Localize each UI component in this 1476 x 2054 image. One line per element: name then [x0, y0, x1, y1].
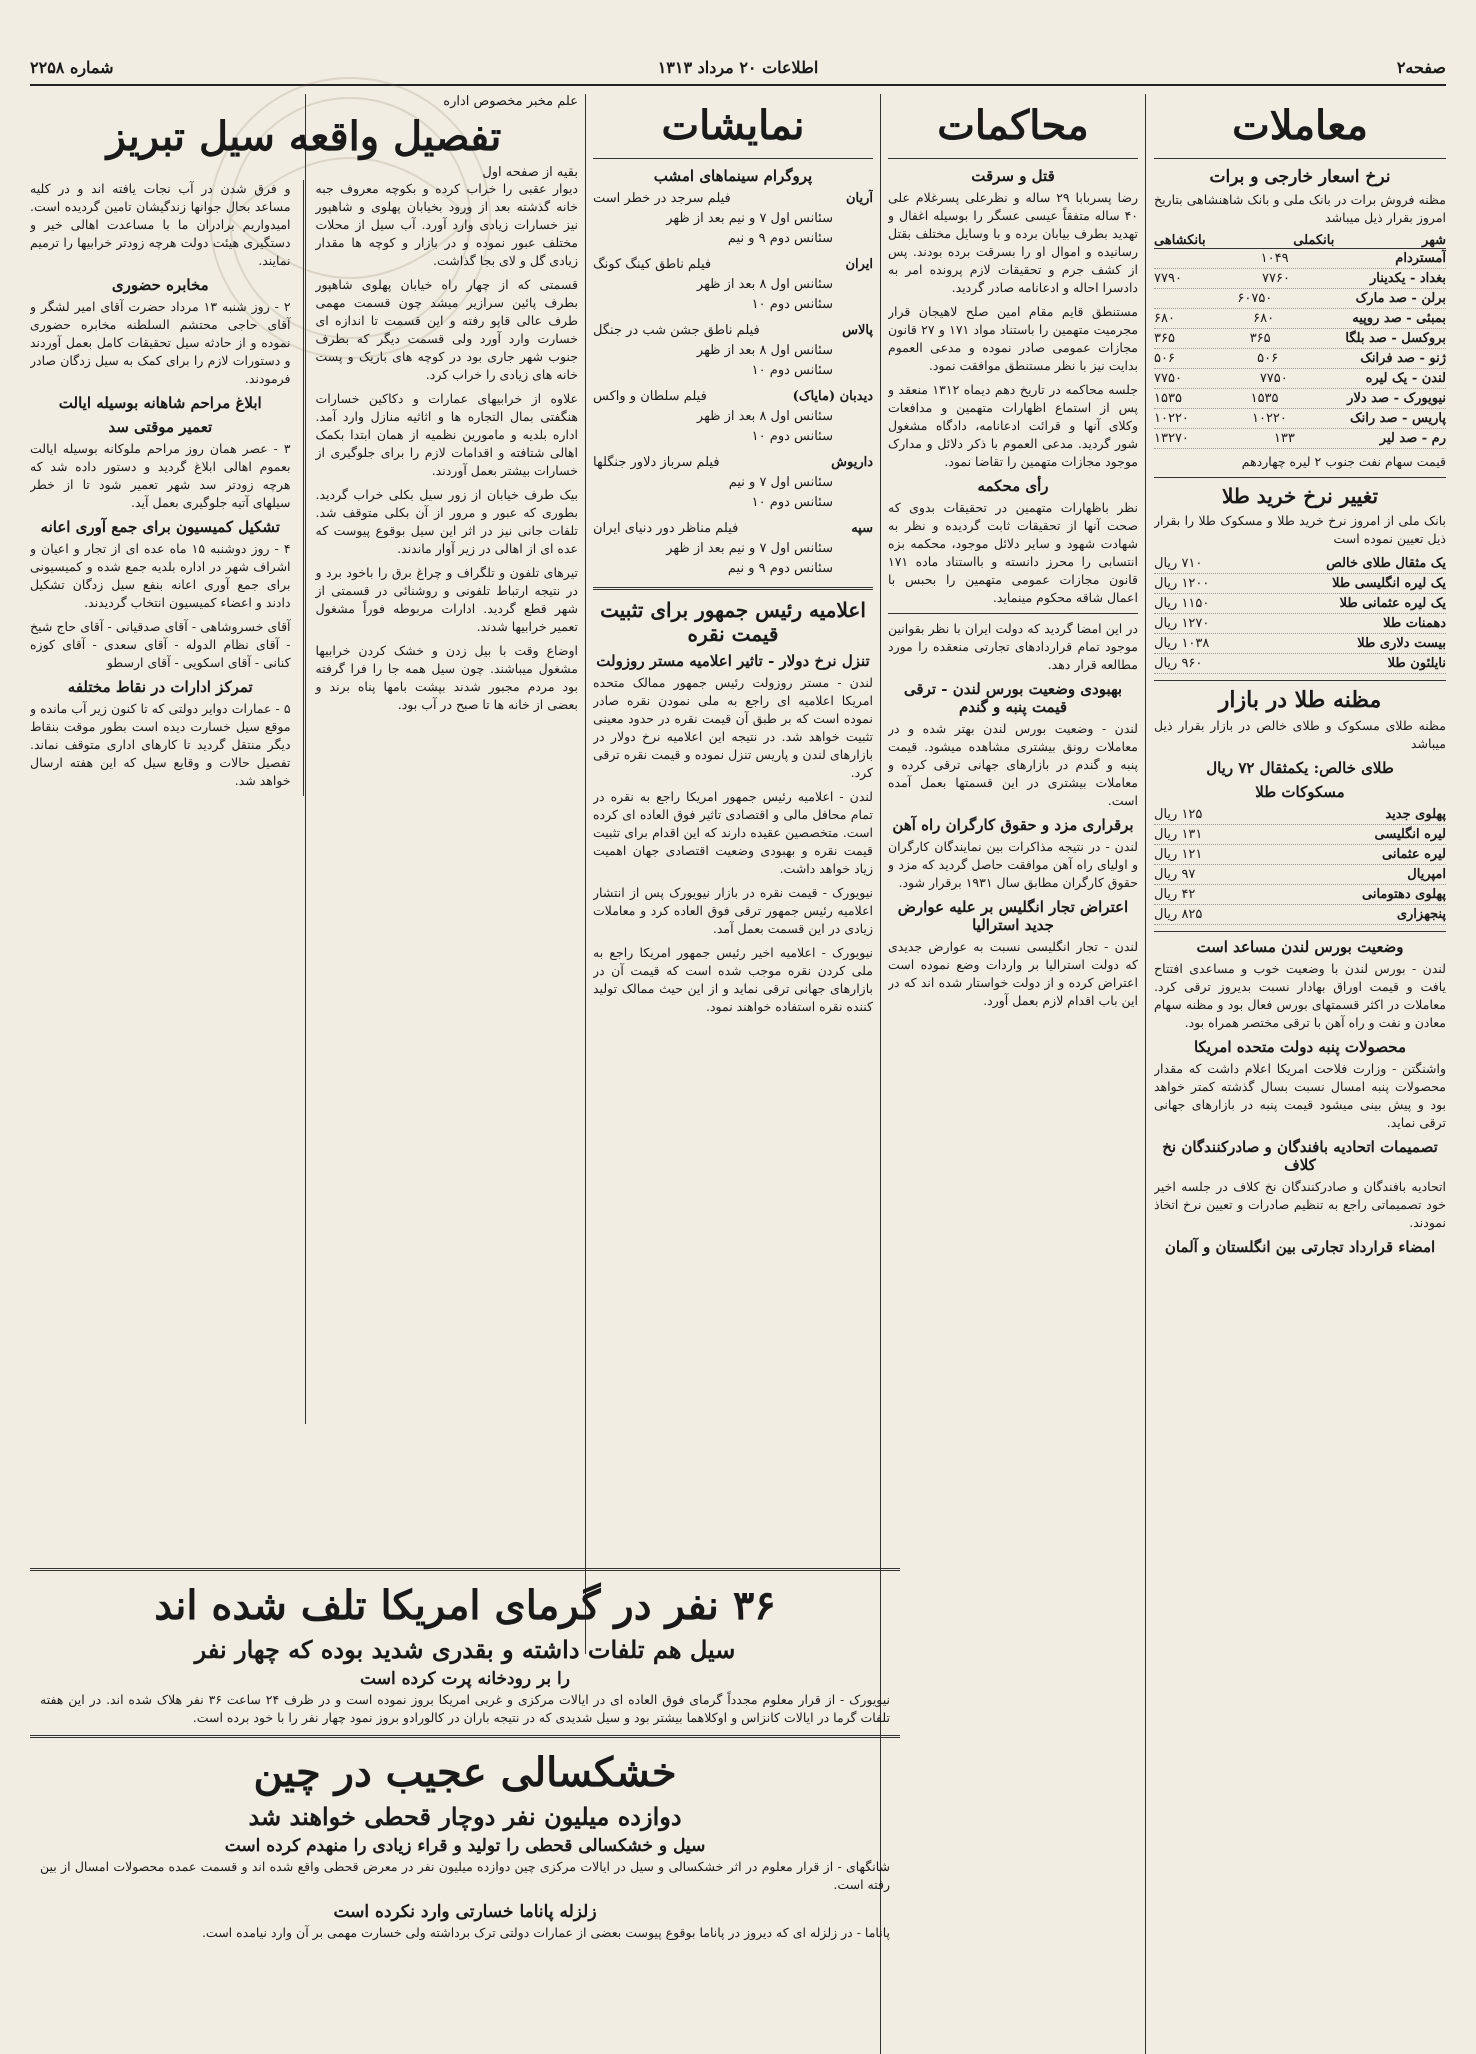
drought-text: شانگهای - از قرار معلوم در اثر خشکسالی و سیل در ایالات مرکزی چین دوازده میلیون نفر در معرض قحطی واقع شده اند و قسمت عمده محصولات امسال از بین رفته است. — [40, 1859, 890, 1892]
header-date: اطلاعات ۲۰ مرداد ۱۳۱۳ — [657, 58, 819, 77]
staff-note: علم مخبر مخصوص اداره — [443, 94, 578, 109]
table-row — [1154, 329, 1446, 349]
declaration-text-2: لندن - اعلامیه رئیس جمهور امریکا راجع به نقره در تمام محافل مالی و اقتصادی تاثیر فوق العاده ای کرده است. متخصصین عقیده دارند که این اقدام برای تثبیت قیمت نقره و بهبودی وضعیت اقتصادی جهان اهمیت زیاد خواهد داشت. — [593, 789, 873, 876]
coin-price: ۹۷ ریال — [1154, 867, 1196, 882]
coin-item: لیره انگلیسی — [1374, 827, 1446, 842]
london-title: وضعیت بورس لندن مساعد است — [1196, 938, 1404, 956]
flood-text-4: بیک طرف خیابان از زور سیل بکلی خراب گردید. بطوری که عبور و مرور از آن بکلی متوقف شد. تلفات جانی نیز در اثر این سیل بوقوع پیوست که عده ای از اهالی در زیر آوار ماندند. — [315, 487, 578, 556]
london-text: لندن - بورس لندن با وضعیت خوب و مساعدی افتتاح یافت و قیمت اوراق بهادار نسبت بدیروز ترقی کرد. معاملات در اکثر قسمتهای بورس فعال بود و مظنه سهام معادن و نفت و راه آهن با ترقی مختصر همراه بود. — [1154, 961, 1446, 1030]
heat-text: نیویورک - از قرار معلوم مجدداً گرمای فوق العاده ای در ایالات مرکزی و غربی امریکا بروز نموده است و در ظرف ۲۴ ساعت ۳۶ نفر هلاک شده اند. در این هفته تلفات گرما در ایالات کانزاس و اوکلاهما بیشتر بود و سیل شدیدی که در نتیجه باران در کالورادو بروز نمود چهار نفر را با خود برده است. — [40, 1692, 891, 1725]
col-bank-melli: بانکملی — [1293, 233, 1335, 248]
column-divider — [1145, 94, 1146, 2054]
rate-shah: ۶۸۰ — [1154, 311, 1175, 326]
cinema-film: فیلم ناطق کینگ کونگ — [593, 257, 712, 272]
verdict-title: رأی محکمه — [977, 477, 1049, 495]
cinema-film: فیلم ناطق جشن شب در جنگل — [593, 323, 760, 338]
shows-heading: نمایشات — [593, 94, 873, 159]
rate-melli: ۳۶۵ — [1249, 331, 1271, 346]
rate-shah: ۱۳۲۷۰ — [1154, 431, 1189, 446]
session-2: سئانس دوم ۱۰ — [751, 363, 833, 378]
session-2: سئانس دوم ۱۰ — [751, 297, 833, 312]
drought-title: خشکسالی عجیب در چین — [253, 1749, 677, 1796]
gold-market-title: مظنه طلا در بازار — [1218, 687, 1382, 713]
rate-shah: ۷۷۹۰ — [1154, 271, 1182, 286]
table-row — [1154, 309, 1446, 329]
trials-column — [888, 94, 1138, 2054]
cinema-film: فیلم سرباز دلاور جنگلها — [593, 455, 720, 470]
gold-item: نایلئون طلا — [1387, 656, 1446, 671]
cinema-name: آریان — [845, 191, 873, 206]
table-row — [1154, 825, 1446, 845]
session-1: سئانس اول ۸ بعد از ظهر — [696, 277, 833, 292]
rate-city: نیویورک - صد دلار — [1347, 391, 1446, 406]
table-row — [1154, 554, 1446, 574]
rate-melli: ۷۷۶۰ — [1262, 271, 1290, 286]
committee-title: تشکیل کمیسیون برای جمع آوری اعانه — [40, 518, 280, 536]
session-2: سئانس دوم ۹ و نیم — [727, 231, 833, 246]
table-row — [1154, 369, 1446, 389]
page-label: صفحه۲ — [1396, 58, 1446, 77]
rate-city: بمبئی - صد روپیه — [1352, 311, 1446, 326]
session-2: سئانس دوم ۹ و نیم — [727, 561, 833, 576]
col-bank-shah: بانکشاهی — [1154, 233, 1206, 248]
coin-item: امپریال — [1407, 867, 1446, 882]
coin-price: ۸۲۵ ریال — [1154, 907, 1203, 922]
session-1: سئانس اول ۷ و نیم بعد از ظهر — [666, 211, 833, 226]
committee-text: ۴ - روز دوشنبه ۱۵ ماه عده ای از تجار و اعیان و اشراف شهر در اداره بلدیه جمع شده و کمیسیونی برای جمع آوری اعانه بنفع سیل زدگان تشکیل دادند و اعضاء کمیسیون انتخاب گردیدند. — [30, 541, 291, 610]
flood-text-6: اوضاع وقت با بیل زدن و خشک کردن خرابیها مشغول میباشند. چون سیل همه جا را فرا گرفته بود مردم مجبور شدند بپشت بامها پناه برند و بعضی از خانه ها تا صبح در آب بود. — [315, 643, 578, 712]
table-row — [1154, 654, 1446, 674]
rail-text: لندن - در نتیجه مذاکرات بین نمایندگان کارگران و اولیای راه آهن موافقت حاصل گردید که مزد و حقوق کارگران مطابق سال ۱۹۳۱ برقرار شود. — [888, 839, 1138, 890]
cotton-title: محصولات پنبه دولت متحده امریکا — [1193, 1038, 1406, 1056]
protest-title: اعتراض تجار انگلیس بر علیه عوارض جدید استرالیا — [897, 898, 1129, 934]
declaration-text-4: نیویورک - اعلامیه اخیر رئیس جمهور امریکا راجع به ملی کردن نقره موجب شده است که قیمت آن در بازارهای جهانی ترقی نماید و از این حیث ممالک تولید کننده نقره استفاده خواهند نمود. — [593, 945, 873, 1014]
flood-text-3: علاوه از خرابیهای عمارات و دکاکین خسارات هنگفتی بمال التجاره ها و اثاثیه منازل وارد آمد. اداره بلدیه و مامورین نظمیه از همان ابتدا بکمک اهالی شتافته و اقدامات لازم را برای جلوگیری از خسارات بیشتر بعمل آوردند. — [315, 391, 578, 478]
quake-title: زلزله پاناما خسارتی وارد نکرده است — [333, 1902, 597, 1922]
table-row — [1154, 389, 1446, 409]
trial-1-text-3: جلسه محاکمه در تاریخ دهم دیماه ۱۳۱۲ منعقد و پس از استماع اظهارات متهمین و مدافعات وکلای آنها و قرائت ادعانامه، دادگاه مشغول شور گردید. مدعی العموم با ذکر دلائل و مدارک موجود مجازات متهمین را تقاضا نمود. — [888, 382, 1138, 469]
flood-text-1: دیوار عقبی را خراب کرده و بکوچه معروف جبه خانه گذشته بعد از ورود بخیابان پهلوی و شاهپور نیز خسارات زیادی وارد آورد. آب سیل از محلات مختلف عبور نموده و در بازار و کوچه ها مقدار زیادی گل و لای بجا گذاشت. — [315, 181, 578, 268]
rate-melli: ۱۳۳ — [1273, 431, 1295, 446]
royal-text: ۳ - عصر همان روز مراحم ملوکانه بوسیله ایالت بعموم اهالی ابلاغ گردید و دستور داده شد که هرچه زودتر سد شهر تعمیر شود تا از خطر سیلهای آتیه جلوگیری بعمل آید. — [30, 441, 291, 510]
offices-text: ۵ - عمارات دوایر دولتی که تا کنون زیر آب مانده و موقع سیل خسارت دیده است بطور موقت بنقاط دیگر منتقل گردید تا کارهای اداری متوقف نماند. تفصیل حالات و وقایع سیل که این هفته ارسال خواهد شد. — [30, 701, 291, 788]
coin-item: پهلوی جدید — [1385, 807, 1446, 822]
rate-city: آمستردام — [1395, 251, 1446, 266]
decisions-title: تصمیمات اتحادیه بافندگان و صادرکنندگان نخ کلاف — [1162, 1138, 1438, 1174]
declaration-subtitle: تنزل نرخ دولار - تاثیر اعلامیه مستر روزولت — [596, 652, 870, 670]
fx-table-header — [1154, 233, 1446, 249]
decisions-text: اتحادیه بافندگان و صادرکنندگان نخ کلاف در جلسه اخیر خود تصمیماتی راجع به تنظیم صادرات و تعیین نرخ اتخاذ نمودند. — [1154, 1179, 1446, 1230]
flood-column — [30, 94, 578, 1634]
rate-melli: ۱۰۲۲۰ — [1251, 411, 1287, 426]
trial-1-title: قتل و سرقت — [971, 167, 1055, 185]
declaration-text: لندن - مستر روزولت رئیس جمهور ممالک متحده امریکا اعلامیه ای راجع به ملی نمودن نقره صادر نموده است که بر طبق آن قیمت نقره در حدود معینی تثبیت خواهد شد. در نتیجه این اعلامیه نرخ دولار در بازارهای لندن و پاریس تنزل نموده و قیمت نقره ترقی کرد. — [593, 675, 873, 780]
declaration-text-3: نیویورک - قیمت نقره در بازار نیویورک پس از انتشار اعلامیه رئیس جمهور ترقی فوق العاده کرد و معاملات زیادی در این قسمت بعمل آمد. — [593, 885, 873, 936]
rate-shah: ۱۰۲۲۰ — [1154, 411, 1189, 426]
heat-title: ۳۶ نفر در گرمای امریکا تلف شده اند — [154, 1582, 776, 1629]
rate-melli: ۷۷۵۰ — [1259, 371, 1288, 386]
table-row — [1154, 574, 1446, 594]
dam-title: تعمیر موقتی سد — [108, 418, 213, 436]
rate-city: بروکسل - صد بلگا — [1345, 331, 1446, 346]
continued-note: بقیه از صفحه اول — [482, 165, 578, 180]
list-item — [593, 519, 873, 579]
cinema-film: فیلم سرجد در خطر است — [593, 191, 731, 206]
gold-item: بیست دلاری طلا — [1357, 636, 1446, 651]
rate-city: رم - صد لیر — [1379, 431, 1446, 446]
cinema-film: فیلم مناظر دور دنیای ایران — [593, 521, 739, 536]
rate-city: برلن - صد مارک — [1355, 291, 1446, 306]
committee-members: آقای خسروشاهی - آقای صدقیانی - آقای حاج شیخ - آقای نظام الدوله - آقای سعدی - آقای کوزه کنانی - آقای اسکویی - آقای ارسطو — [30, 619, 291, 670]
rate-city: بغداد - یکدینار — [1370, 271, 1446, 286]
gold-item: یک مثقال طلای خالص — [1326, 556, 1446, 571]
gold-item: دهمنات طلا — [1383, 616, 1446, 631]
cinema-name: داریوش — [831, 455, 873, 470]
gold-text: بانک ملی از امروز نرخ خرید طلا و مسکوک طلا را بقرار ذیل تعیین نموده است — [1154, 513, 1446, 546]
gold-market-text: مظنه طلای مسکوک و طلای خالص در بازار بقرار ذیل میباشد — [1154, 718, 1446, 751]
gold-price: ۷۱۰ ریال — [1154, 556, 1203, 571]
gold-price: ۹۶۰ ریال — [1154, 656, 1203, 671]
session-1: سئانس اول ۷ و نیم — [728, 475, 833, 490]
gold-price: ۱۰۳۸ ریال — [1154, 636, 1210, 651]
coin-price: ۴۲ ریال — [1154, 887, 1196, 902]
session-2: سئانس دوم ۱۰ — [751, 429, 833, 444]
table-row — [1154, 885, 1446, 905]
fx-title: نرخ اسعار خارجی و برات — [1209, 167, 1391, 187]
table-row — [1154, 614, 1446, 634]
coin-price: ۱۲۵ ریال — [1154, 807, 1203, 822]
table-row — [1154, 805, 1446, 825]
coin-price: ۱۳۱ ریال — [1154, 827, 1203, 842]
bottom-news-block — [30, 1568, 900, 2018]
coin-item: پهلوی دهتومانی — [1362, 887, 1446, 902]
session-2: سئانس دوم ۱۰ — [751, 495, 833, 510]
table-row — [1154, 905, 1446, 925]
cinema-name: پالاس — [842, 323, 873, 338]
telegram-title: مخابره حضوری — [111, 276, 209, 294]
coins-title: مسکوکات طلا — [1255, 783, 1345, 801]
flood-text-7: و فرق شدن در آب نجات یافته اند و در کلیه مساعد بحال جوانها زندگیشان تامین گردیده است. امیدواریم برادران ما با مساعدت اهالی خیر و دستگیری هیئت دولت هرچه زودتر خرابیها را ترمیم نمایند. — [30, 181, 291, 268]
session-1: سئانس اول ۸ بعد از ظهر — [696, 409, 833, 424]
rate-shah: ۷۷۵۰ — [1154, 371, 1182, 386]
coins-table — [1154, 805, 1446, 925]
cinema-film: فیلم سلطان و واکس — [593, 389, 707, 404]
coin-price: ۱۲۱ ریال — [1154, 847, 1203, 862]
agreement-title: امضاء قرارداد تجارتی بین انگلستان و آلمان — [1164, 1238, 1436, 1256]
table-row — [1154, 845, 1446, 865]
table-row — [1154, 634, 1446, 654]
gold-price: ۱۲۷۰ ریال — [1154, 616, 1210, 631]
flood-title: تفصیل واقعه سیل تبریز — [106, 113, 502, 160]
transactions-heading: معاملات — [1154, 94, 1446, 159]
gold-item: یک لیره انگلیسی طلا — [1332, 576, 1446, 591]
table-row — [1154, 429, 1446, 449]
program-title: پروگرام سینماهای امشب — [653, 167, 813, 185]
flood-text-5: تیرهای تلفون و تلگراف و چراغ برق را باخود برد و در نتیجه ارتباط تلفونی و روشنائی در قسمتی از شهر قطع گردید. ادارات مربوطه فوراً مشغول تعمیر خرابیها شدند. — [315, 565, 578, 634]
session-1: سئانس اول ۸ بعد از ظهر — [696, 343, 833, 358]
flood-subcolumn-left — [30, 180, 291, 796]
table-row — [1154, 269, 1446, 289]
coin-item: پنجهزاری — [1396, 907, 1446, 922]
table-row — [1154, 349, 1446, 369]
offices-title: تمرکز ادارات در نقاط مختلفه — [67, 678, 253, 696]
pure-gold: طلای خالص: یکمثقال ۷۲ ریال — [1206, 759, 1394, 777]
issue-number: شماره ۲۲۵۸ — [30, 58, 114, 77]
quake-text: پاناما - در زلزله ای که دیروز در پاناما بوقوع پیوست بعضی از عمارات دولتی ترک برداشته ولی خسارت مهمی بر آن وارد نیامده است. — [201, 1925, 890, 1940]
rate-city: پاریس - صد رانک — [1349, 411, 1446, 426]
trials-heading: محاکمات — [888, 94, 1138, 159]
verdict-text: نظر باظهارات متهمین در تحقیقات بدوی که صحت آنها از تحقیقات ثابت گردیده و نظر به شهادت شهود و سایر دلائل موجود، محکمه بزه انتسابی را محرز دانسته و بااستناد ماده ۱۷۱ قانون مجازات عمومی متهمین را بحبس با اعمال شاقه محکوم مینماید. — [888, 500, 1138, 605]
bourse-text: لندن - وضعیت بورس لندن بهتر شده و در معاملات رونق بیشتری مشاهده میشود. قیمت پنبه و گندم در بازارهای جهانی ترقی کرده و معاملات بیشتری در این قسمتها بعمل آمده است. — [888, 721, 1138, 808]
rate-melli: ۶۰۷۵۰ — [1237, 291, 1273, 306]
bourse-title: بهبودی وضعیت بورس لندن - ترقی قیمت پنبه و گندم — [903, 680, 1123, 716]
gold-price: ۱۱۵۰ ریال — [1154, 596, 1210, 611]
table-row — [1154, 865, 1446, 885]
fx-table — [1154, 249, 1446, 449]
flood-text-2: قسمتی که از چهار راه خیابان پهلوی شاهپور بطرف پائین سرازیر میشد چون قسمت مهمی طرف عالی قاپو رفته و این قسمت تا اندازه ای خسارت وارد آورد ولی قسمت دیگر که بطرف جنوب شهر جاری بود در کوچه های باریک و پست خانه های زیادی را خراب کرد. — [315, 277, 578, 382]
rate-melli: ۵۰۶ — [1257, 351, 1279, 366]
drought-subtitle-2: سیل و خشکسالی قحطی را تولید و قراء زیادی را منهدم کرده است — [224, 1836, 706, 1856]
table-row — [1154, 289, 1446, 309]
gold-price: ۱۲۰۰ ریال — [1154, 576, 1210, 591]
list-item — [593, 453, 873, 513]
list-item — [593, 387, 873, 447]
rate-melli: ۶۸۰ — [1253, 311, 1275, 326]
cinema-name: دیدبان (مایاک) — [792, 389, 873, 404]
trial-1-text-2: مستنطق قایم مقام امین صلح لاهیجان قرار مجرمیت متهمین را باستناد مواد ۱۷۱ و ۲۷ قانون مجازات عمومی صادر نموده و مدعی العموم بدایت نیز با نظر مستنطق موافقت نمود. — [888, 304, 1138, 373]
drought-subtitle: دوازده میلیون نفر دوچار قحطی خواهند شد — [248, 1802, 682, 1831]
gold-title: تغییر نرخ خرید طلا — [1221, 484, 1379, 508]
rate-city: ژنو - صد فرانک — [1360, 351, 1446, 366]
rate-shah: ۱۵۳۵ — [1154, 391, 1182, 406]
telegram-text: ۲ - روز شنبه ۱۳ مرداد حضرت آقای امیر لشگر و آقای حاجی محتشم السلطنه مخابره حضوری نموده و از حادثه سیل تحقیقات کامل بعمل آوردند و دستورات لازم را برای کمک به سیل زدگان صادر فرمودند. — [30, 299, 291, 386]
rail-title: برقراری مزد و حقوق کارگران راه آهن — [892, 816, 1134, 834]
cinema-name: ایران — [845, 257, 873, 272]
trial-2-text: در این امضا گردید که دولت ایران با نظر بقوانین موجود تمام قراردادهای تجارتی منعقده را مورد مطالعه قرار دهد. — [888, 621, 1138, 672]
cinema-name: سپه — [851, 521, 873, 536]
newspaper-page — [30, 18, 1446, 2028]
oil-note: قیمت سهام نفت جنوب ۲ لیره چهاردهم — [1241, 454, 1446, 469]
flood-subcolumn-right — [316, 180, 578, 796]
heat-subtitle: سیل هم تلفات داشته و بقدری شدید بوده که چهار نفر — [194, 1635, 736, 1664]
rate-shah: ۵۰۶ — [1154, 351, 1175, 366]
gold-table — [1154, 554, 1446, 674]
rate-melli: ۱۰۴۹ — [1260, 251, 1289, 266]
declaration-title: اعلامیه رئیس جمهور برای تثبیت قیمت نقره — [600, 598, 866, 646]
protest-text: لندن - تجار انگلیسی نسبت به عوارض جدیدی که دولت استرالیا بر واردات وضع نموده است اعتراض کرده و از دولت خواستار شده اند که در این باب اقدام لازم بعمل آورد. — [888, 939, 1138, 1008]
cotton-text: واشنگتن - وزارت فلاحت امریکا اعلام داشت که مقدار محصولات پنبه امسال نسبت بسال گذشته کمتر خواهد بود و پیش بینی میشود قیمت پنبه در بازارهای جهانی ترقی نماید. — [1154, 1061, 1446, 1130]
gold-item: یک لیره عثمانی طلا — [1339, 596, 1446, 611]
royal-title: ابلاغ مراحم شاهانه بوسیله ایالت — [58, 394, 262, 412]
transactions-column — [1154, 94, 1446, 2054]
table-row — [1154, 594, 1446, 614]
trial-1-text: رضا پسربابا ۲۹ ساله و نظرعلی پسرغلام علی ۴۰ ساله متفقاً عیسی عسگر را بوسیله اغفال و تهدید بطرف بیابان برده و با وسایل مختلف بقتل رسانیده و اموال او را بسرقت برده بودند. پس از کشف جرم و تحقیقات لازم پرونده امر به دادسرا احاله و ادعانامه صادر گردید. — [888, 190, 1138, 295]
session-1: سئانس اول ۷ و نیم بعد از ظهر — [666, 541, 833, 556]
table-row — [1154, 409, 1446, 429]
rate-shah: ۳۶۵ — [1154, 331, 1175, 346]
rate-melli: ۱۵۳۵ — [1250, 391, 1279, 406]
table-row — [1154, 249, 1446, 269]
coin-item: لیره عثمانی — [1381, 847, 1446, 862]
col-city: شهر — [1421, 233, 1446, 248]
rate-city: لندن - یک لیره — [1365, 371, 1446, 386]
fx-subtitle: مظنه فروش برات در بانک ملی و بانک شاهنشاهی بتاریخ امروز بقرار ذیل میباشد — [1154, 192, 1446, 225]
heat-subtitle-2: را بر رودخانه پرت کرده است — [360, 1669, 570, 1689]
